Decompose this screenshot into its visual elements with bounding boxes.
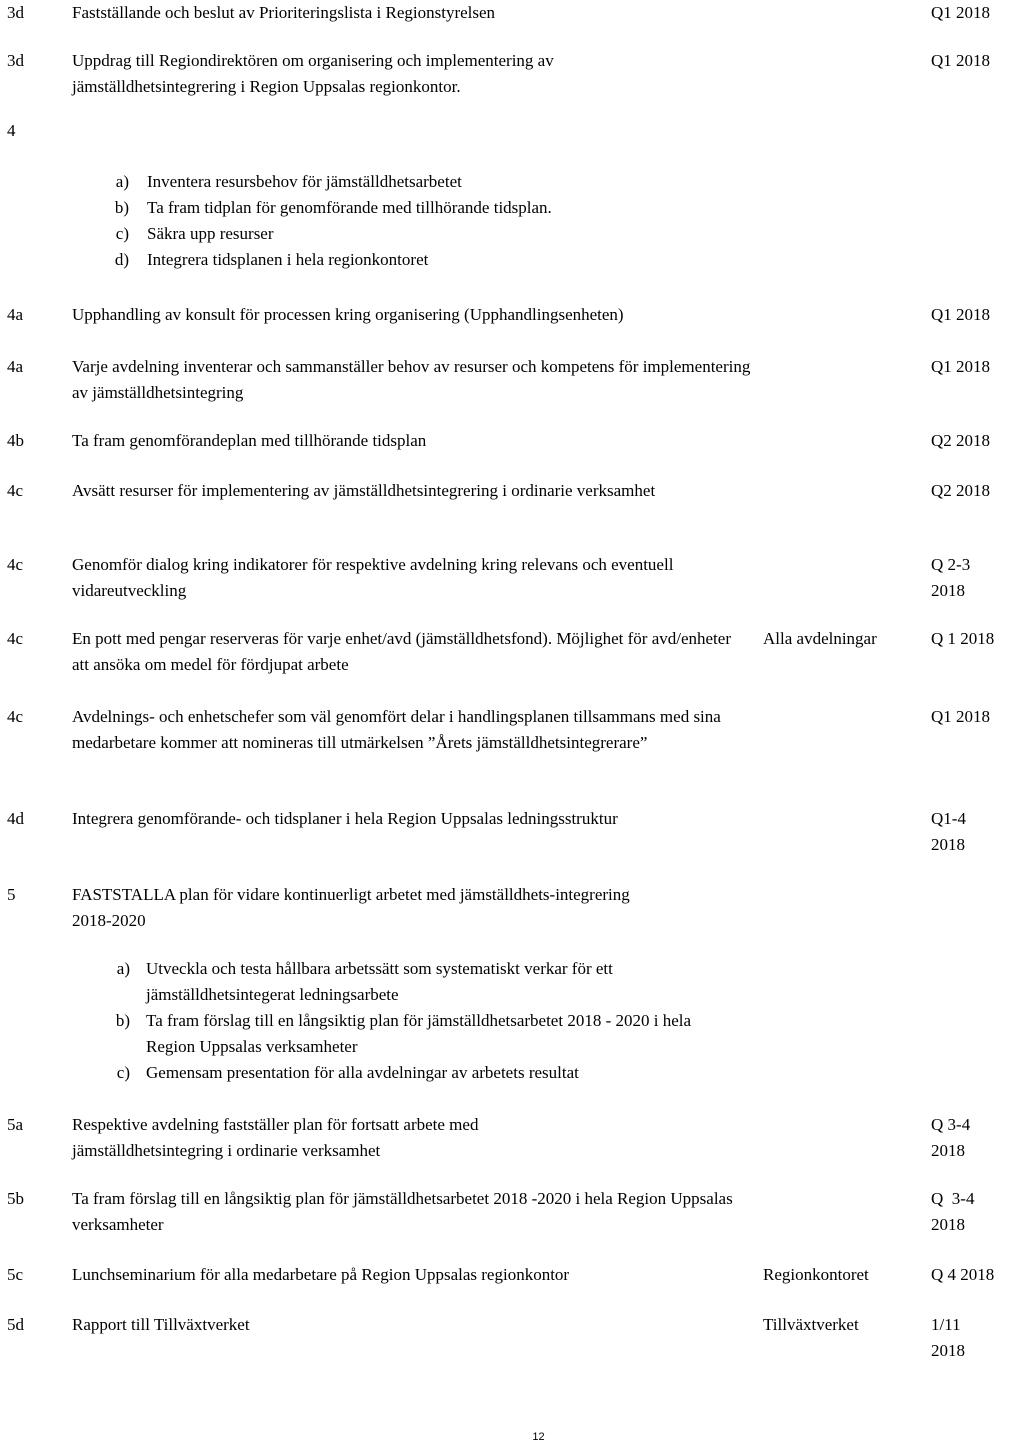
activity-text: Avdelnings- och enhetschefer som väl genomfört delar i handlingsplanen tillsammans med sina medarbetare kommer att nomineras till utmärkelsen ”Årets jämställdhetsintegrerare”	[72, 707, 721, 752]
list-item	[0, 247, 1024, 269]
table-row	[0, 478, 1024, 500]
time-period: Q2 2018	[931, 481, 991, 500]
activity-text: Ta fram förslag till en långsiktig plan för jämställdhetsarbetet 2018 -2020 i hela Region Uppsalas verksamheter	[72, 1189, 733, 1234]
list-item	[0, 956, 1024, 1004]
table-row	[0, 0, 1024, 22]
row-number: 3d	[7, 51, 24, 70]
list-item	[0, 1060, 1024, 1082]
list-item	[0, 1008, 1024, 1056]
row-number: 5a	[7, 1115, 24, 1134]
activity-text: Fastställande och beslut av Prioriteringslista i Regionstyrelsen	[72, 3, 496, 22]
time-period: Q1 2018	[931, 707, 991, 726]
time-period: Q 3-4 2018	[931, 1189, 979, 1234]
time-period: Q1 2018	[931, 305, 991, 324]
table-row	[0, 1312, 1024, 1360]
activity-text: Upphandling av konsult för processen kring organisering (Upphandlingsenheten)	[72, 305, 624, 324]
activity-text: Integrera genomförande- och tidsplaner i hela Region Uppsalas ledningsstruktur	[72, 809, 618, 828]
time-period: 1/11 2018	[931, 1315, 965, 1360]
row-number: 4b	[7, 431, 24, 450]
table-row	[0, 428, 1024, 450]
time-period: Q1 2018	[931, 357, 991, 376]
responsible-party: Tillväxtverket	[763, 1315, 859, 1334]
list-item-text: Säkra upp resurser	[147, 224, 274, 243]
row-number: 5c	[7, 1265, 24, 1284]
list-item	[0, 221, 1024, 243]
activity-text: Respektive avdelning fastställer plan för fortsatt arbete med jämställdhetsintegring i ordinarie verksamhet	[72, 1115, 479, 1160]
table-row	[0, 1112, 1024, 1160]
row-number: 5d	[7, 1315, 24, 1334]
table-row	[0, 118, 1024, 140]
list-marker: a)	[116, 959, 130, 978]
table-row	[0, 1186, 1024, 1234]
row-number: 4	[7, 121, 16, 140]
sub-list-5	[0, 956, 1024, 1082]
time-period: Q 2-3 2018	[931, 555, 971, 600]
table-row	[0, 704, 1024, 752]
responsible-party: Alla avdelningar	[763, 629, 877, 648]
activity-text: FASTSTALLA plan för vidare kontinuerligt arbetet med jämställdhets-integrering 2018-2020	[72, 885, 630, 930]
table-row	[0, 626, 1024, 674]
list-item-text: Gemensam presentation för alla avdelningar av arbetets resultat	[146, 1063, 579, 1082]
activity-text: Ta fram genomförandeplan med tillhörande tidsplan	[72, 431, 427, 450]
activity-text: Lunchseminarium för alla medarbetare på Region Uppsalas regionkontor	[72, 1265, 570, 1284]
list-marker: b)	[114, 198, 129, 217]
time-period: Q 4 2018	[931, 1265, 995, 1284]
list-marker: c)	[116, 1063, 130, 1082]
list-marker: a)	[115, 172, 129, 191]
row-number: 4c	[7, 481, 24, 500]
table-row	[0, 354, 1024, 402]
row-number: 4a	[7, 305, 24, 324]
list-item-text: Ta fram tidplan för genomförande med tillhörande tidsplan.	[147, 198, 552, 217]
time-period: Q1-4 2018	[931, 809, 966, 854]
time-period: Q1 2018	[931, 3, 991, 22]
list-item-text: Ta fram förslag till en långsiktig plan för jämställdhetsarbetet 2018 - 2020 i hela Region Uppsalas verksamheter	[146, 1011, 692, 1056]
page-number: 12	[532, 1431, 545, 1443]
row-number: 3d	[7, 3, 24, 22]
row-number: 5	[7, 885, 16, 904]
activity-text: Varje avdelning inventerar och sammanställer behov av resurser och kompetens för implementering av jämställdhetsintegring	[72, 357, 751, 402]
row-number: 4c	[7, 707, 24, 726]
table-row	[0, 302, 1024, 324]
table-row	[0, 806, 1024, 854]
list-marker: d)	[114, 250, 129, 269]
list-marker: c)	[115, 224, 129, 243]
list-item	[0, 195, 1024, 217]
activity-text: Avsätt resurser för implementering av jämställdhetsintegrering i ordinarie verksamhet	[72, 481, 656, 500]
responsible-party: Regionkontoret	[763, 1265, 869, 1284]
list-item	[0, 169, 1024, 191]
table-row	[0, 882, 1024, 930]
sub-list-4	[0, 169, 1024, 269]
list-item-text: Utveckla och testa hållbara arbetssätt som systematiskt verkar för ett jämställdhetsintegerat ledningsarbete	[146, 959, 613, 1004]
row-number: 4c	[7, 555, 24, 574]
activity-text: Genomför dialog kring indikatorer för respektive avdelning kring relevans och eventuell vidareutveckling	[72, 555, 674, 600]
table-row	[0, 48, 1024, 96]
time-period: Q 1 2018	[931, 629, 995, 648]
time-period: Q 3-4 2018	[931, 1115, 971, 1160]
table-row	[0, 1262, 1024, 1284]
row-number: 5b	[7, 1189, 24, 1208]
activity-text: Rapport till Tillväxtverket	[72, 1315, 250, 1334]
activity-text: En pott med pengar reserveras för varje enhet/avd (jämställdhetsfond). Möjlighet för avd/enheter att ansöka om medel för fördjupat arbete	[72, 629, 731, 674]
row-number: 4a	[7, 357, 24, 376]
list-item-text: Integrera tidsplanen i hela regionkontoret	[147, 250, 429, 269]
row-number: 4c	[7, 629, 24, 648]
table-row	[0, 552, 1024, 600]
list-item-text: Inventera resursbehov för jämställdhetsarbetet	[147, 172, 462, 191]
row-number: 4d	[7, 809, 24, 828]
list-marker: b)	[115, 1011, 130, 1030]
activity-text: Uppdrag till Regiondirektören om organisering och implementering av jämställdhetsintegrering i Region Uppsalas regionkontor.	[72, 51, 554, 96]
time-period: Q2 2018	[931, 431, 991, 450]
time-period: Q1 2018	[931, 51, 991, 70]
